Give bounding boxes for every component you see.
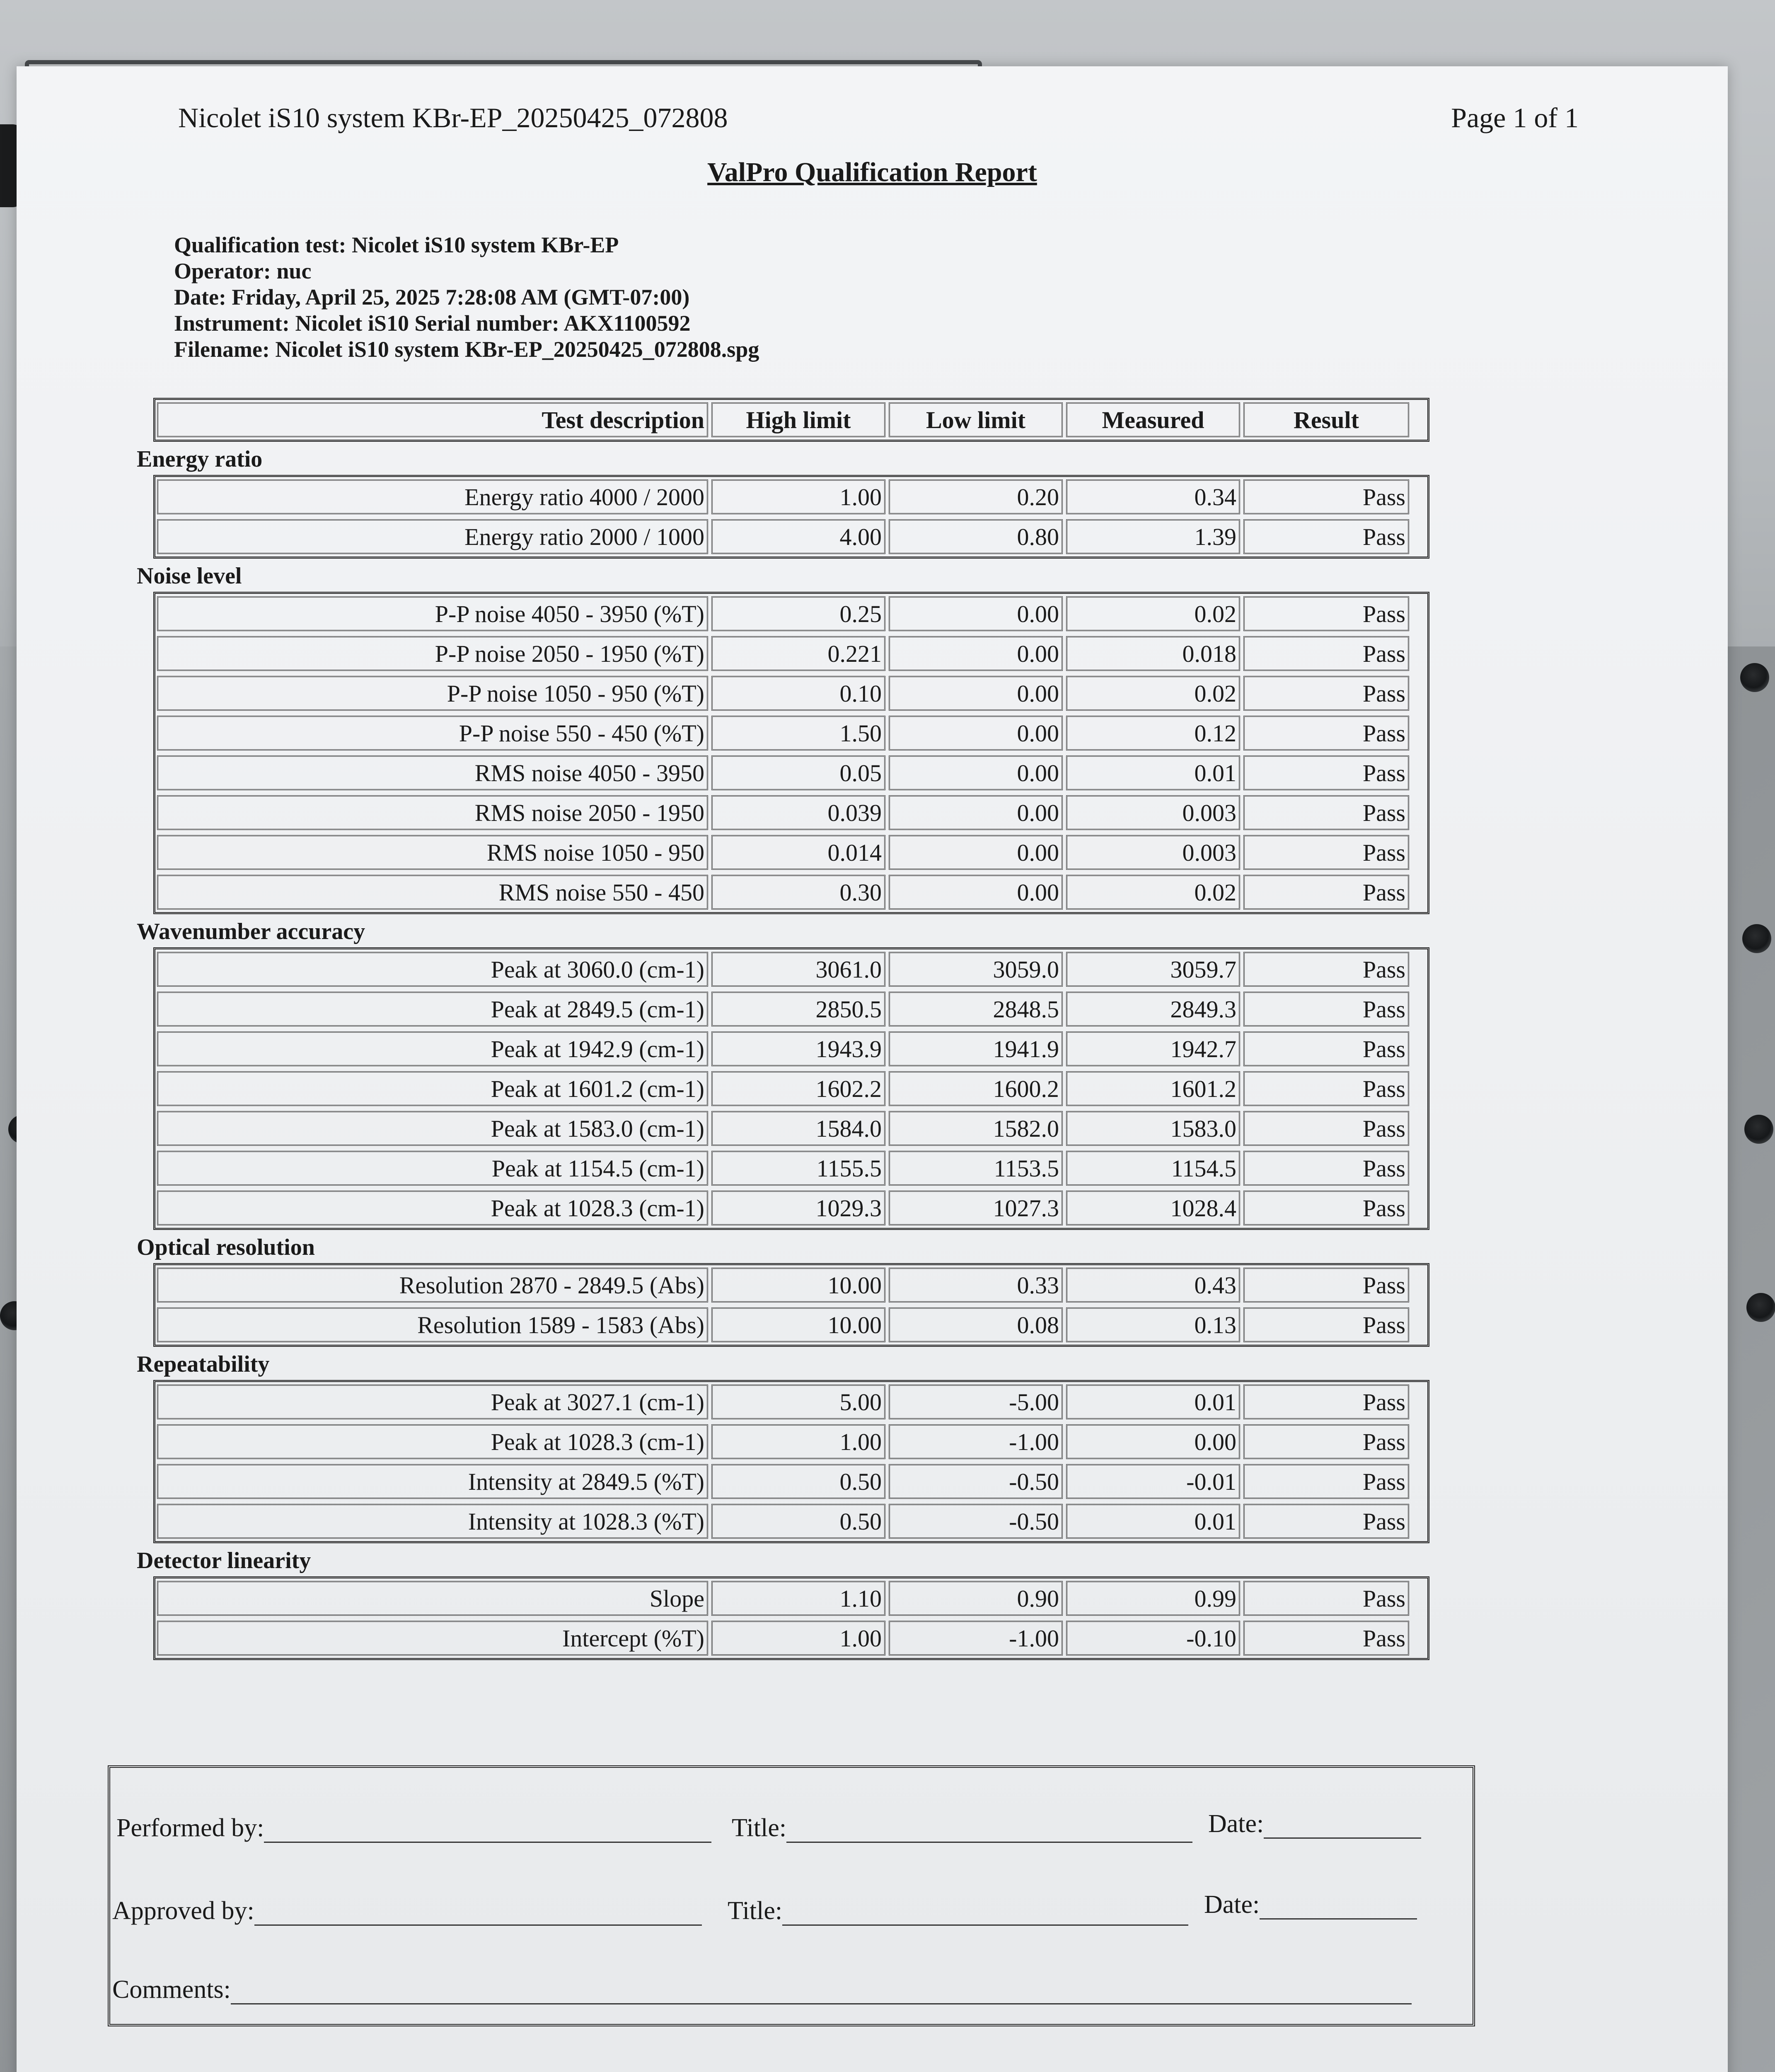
- cell-col-result: Pass: [1243, 1071, 1409, 1106]
- cell-col-description: Resolution 1589 - 1583 (Abs): [157, 1307, 708, 1342]
- table-row: [155, 673, 1427, 713]
- cell-col-high-limit: 1.10: [711, 1581, 885, 1616]
- table-row: [155, 753, 1427, 793]
- cell-col-description: P-P noise 1050 - 950 (%T): [157, 676, 708, 711]
- table-row: [155, 833, 1427, 872]
- section-label: Energy ratio: [137, 446, 263, 472]
- cell-col-description: Peak at 1942.9 (cm-1): [157, 1031, 708, 1066]
- cell-col-measured: -0.10: [1066, 1621, 1240, 1656]
- table-row: [155, 949, 1427, 989]
- cell-col-description: Energy ratio 2000 / 1000: [157, 519, 708, 554]
- cell-col-result: Pass: [1243, 835, 1409, 870]
- cell-col-result: Pass: [1243, 676, 1409, 711]
- cell-col-measured: 0.12: [1066, 716, 1240, 750]
- cell-col-description: Energy ratio 4000 / 2000: [157, 479, 708, 514]
- meta-filename: Filename: Nicolet iS10 system KBr-EP_20250425_072808.spg: [174, 337, 759, 362]
- cell-col-result: Pass: [1243, 716, 1409, 750]
- cell-col-result: Pass: [1243, 1307, 1409, 1342]
- cell-col-high-limit: 1.00: [711, 1621, 885, 1656]
- table-row: [155, 1188, 1427, 1228]
- cell-col-result: Pass: [1243, 1424, 1409, 1459]
- cell-col-high-limit: 1155.5: [711, 1151, 885, 1186]
- cell-col-measured: 0.018: [1066, 636, 1240, 671]
- cell-col-low-limit: 0.00: [889, 676, 1063, 711]
- cell-col-measured: 0.34: [1066, 479, 1240, 514]
- comments-label: Comments:: [112, 1975, 231, 2004]
- approved-by-label: Approved by:: [112, 1897, 254, 1925]
- cell-col-measured: 1.39: [1066, 519, 1240, 554]
- cell-col-low-limit: 3059.0: [889, 952, 1063, 987]
- cell-col-measured: 1583.0: [1066, 1111, 1240, 1146]
- cell-col-low-limit: -1.00: [889, 1424, 1063, 1459]
- table-row: [155, 793, 1427, 833]
- table-hole: [1740, 663, 1769, 692]
- header-col-description: Test description: [157, 402, 708, 437]
- cell-col-low-limit: 0.00: [889, 755, 1063, 790]
- approved-date-field: [1260, 1898, 1417, 1920]
- cell-col-result: Pass: [1243, 1191, 1409, 1225]
- cell-col-low-limit: -1.00: [889, 1621, 1063, 1656]
- table-row: [155, 713, 1427, 753]
- cell-col-low-limit: 0.33: [889, 1268, 1063, 1302]
- header-col-low-limit: Low limit: [889, 402, 1063, 437]
- cell-col-measured: 0.003: [1066, 835, 1240, 870]
- comments-field: [231, 1982, 1412, 2004]
- cell-col-measured: 0.01: [1066, 1504, 1240, 1539]
- performed-by-line: [116, 1813, 711, 1843]
- cell-col-high-limit: 10.00: [711, 1268, 885, 1302]
- report-title: ValPro Qualification Report: [707, 157, 1037, 187]
- comments-line: [112, 1975, 1412, 2004]
- section-label: Noise level: [137, 563, 242, 589]
- cell-col-result: Pass: [1243, 1581, 1409, 1616]
- section-table: [153, 947, 1429, 1230]
- table-row: [155, 517, 1427, 557]
- cell-col-low-limit: 0.00: [889, 716, 1063, 750]
- cell-col-result: Pass: [1243, 1621, 1409, 1656]
- section-label: Detector linearity: [137, 1548, 311, 1573]
- meta-instrument: Instrument: Nicolet iS10 Serial number: AKX1100592: [174, 311, 691, 336]
- section-table: [153, 1263, 1429, 1347]
- table-row: [155, 1501, 1427, 1541]
- cell-col-measured: 0.01: [1066, 755, 1240, 790]
- cell-col-low-limit: 0.00: [889, 596, 1063, 631]
- cell-col-result: Pass: [1243, 795, 1409, 830]
- cell-col-low-limit: 1600.2: [889, 1071, 1063, 1106]
- header-filename: Nicolet iS10 system KBr-EP_20250425_072808: [178, 102, 728, 133]
- cell-col-description: Peak at 2849.5 (cm-1): [157, 992, 708, 1026]
- header-col-measured: Measured: [1066, 402, 1240, 437]
- cell-col-low-limit: 1027.3: [889, 1191, 1063, 1225]
- cell-col-low-limit: 0.80: [889, 519, 1063, 554]
- cell-col-result: Pass: [1243, 992, 1409, 1026]
- cell-col-high-limit: 0.05: [711, 755, 885, 790]
- cell-col-high-limit: 1029.3: [711, 1191, 885, 1225]
- performed-by-label: Performed by:: [116, 1814, 264, 1842]
- cell-col-result: Pass: [1243, 1151, 1409, 1186]
- performed-title-line: [732, 1813, 1192, 1843]
- cell-col-high-limit: 5.00: [711, 1385, 885, 1419]
- cell-col-description: RMS noise 550 - 450: [157, 875, 708, 910]
- section-label: Optical resolution: [137, 1234, 315, 1260]
- cell-col-low-limit: 1582.0: [889, 1111, 1063, 1146]
- cell-col-result: Pass: [1243, 596, 1409, 631]
- approved-by-line: [112, 1896, 702, 1926]
- approved-by-field: [254, 1904, 702, 1926]
- table-hole: [1742, 924, 1771, 953]
- cell-col-description: P-P noise 2050 - 1950 (%T): [157, 636, 708, 671]
- page-number: Page 1 of 1: [1451, 102, 1579, 133]
- cell-col-high-limit: 0.25: [711, 596, 885, 631]
- cell-col-low-limit: -0.50: [889, 1504, 1063, 1539]
- cell-col-measured: 0.02: [1066, 875, 1240, 910]
- table-hole: [1746, 1293, 1775, 1322]
- table-row: [155, 1109, 1427, 1148]
- cell-col-measured: 1154.5: [1066, 1151, 1240, 1186]
- cell-col-high-limit: 4.00: [711, 519, 885, 554]
- table-row: [155, 1422, 1427, 1462]
- cell-col-description: RMS noise 1050 - 950: [157, 835, 708, 870]
- cell-col-measured: -0.01: [1066, 1464, 1240, 1499]
- table-row: [155, 594, 1427, 634]
- table-row: [155, 1069, 1427, 1109]
- cell-col-result: Pass: [1243, 1504, 1409, 1539]
- cell-col-high-limit: 0.014: [711, 835, 885, 870]
- approved-date-line: [1204, 1890, 1417, 1920]
- cell-col-description: Peak at 1028.3 (cm-1): [157, 1424, 708, 1459]
- section-label: Wavenumber accuracy: [137, 919, 365, 944]
- table-row: [155, 477, 1427, 517]
- cell-col-low-limit: 0.00: [889, 795, 1063, 830]
- column-header-table: [153, 398, 1429, 442]
- section-label: Repeatability: [137, 1351, 270, 1377]
- table-row: [155, 1578, 1427, 1618]
- cell-col-high-limit: 1943.9: [711, 1031, 885, 1066]
- cell-col-high-limit: 10.00: [711, 1307, 885, 1342]
- cell-col-high-limit: 0.50: [711, 1504, 885, 1539]
- cell-col-result: Pass: [1243, 479, 1409, 514]
- cell-col-result: Pass: [1243, 755, 1409, 790]
- table-row: [155, 1618, 1427, 1658]
- cell-col-description: P-P noise 4050 - 3950 (%T): [157, 596, 708, 631]
- cell-col-measured: 3059.7: [1066, 952, 1240, 987]
- cell-col-description: Peak at 1583.0 (cm-1): [157, 1111, 708, 1146]
- cell-col-result: Pass: [1243, 1268, 1409, 1302]
- cell-col-high-limit: 1.00: [711, 1424, 885, 1459]
- cell-col-low-limit: 2848.5: [889, 992, 1063, 1026]
- cell-col-description: P-P noise 550 - 450 (%T): [157, 716, 708, 750]
- cell-col-low-limit: 0.00: [889, 835, 1063, 870]
- cell-col-low-limit: 1941.9: [889, 1031, 1063, 1066]
- performed-date-label: Date:: [1208, 1810, 1264, 1838]
- section-table: [153, 592, 1429, 914]
- cell-col-measured: 0.003: [1066, 795, 1240, 830]
- cell-col-measured: 0.99: [1066, 1581, 1240, 1616]
- cell-col-high-limit: 0.221: [711, 636, 885, 671]
- cell-col-description: RMS noise 2050 - 1950: [157, 795, 708, 830]
- table-hole: [1744, 1115, 1773, 1144]
- performed-title-field: [786, 1821, 1192, 1843]
- cell-col-result: Pass: [1243, 636, 1409, 671]
- meta-date: Date: Friday, April 25, 2025 7:28:08 AM (GMT-07:00): [174, 285, 690, 310]
- cell-col-description: RMS noise 4050 - 3950: [157, 755, 708, 790]
- header-col-high-limit: High limit: [711, 402, 885, 437]
- header-col-result: Result: [1243, 402, 1409, 437]
- cell-col-result: Pass: [1243, 1111, 1409, 1146]
- signature-box: [108, 1765, 1475, 2026]
- cell-col-result: Pass: [1243, 519, 1409, 554]
- performed-by-field: [264, 1821, 711, 1843]
- table-header-row: [155, 400, 1427, 440]
- cell-col-low-limit: 0.00: [889, 636, 1063, 671]
- approved-date-label: Date:: [1204, 1890, 1260, 1919]
- cell-col-high-limit: 0.039: [711, 795, 885, 830]
- cell-col-high-limit: 1.00: [711, 479, 885, 514]
- cell-col-measured: 1942.7: [1066, 1031, 1240, 1066]
- table-row: [155, 1462, 1427, 1501]
- cell-col-high-limit: 0.10: [711, 676, 885, 711]
- cell-col-measured: 0.02: [1066, 596, 1240, 631]
- table-row: [155, 872, 1427, 912]
- cell-col-measured: 0.43: [1066, 1268, 1240, 1302]
- cell-col-description: Intensity at 2849.5 (%T): [157, 1464, 708, 1499]
- cell-col-high-limit: 2850.5: [711, 992, 885, 1026]
- cell-col-description: Peak at 1601.2 (cm-1): [157, 1071, 708, 1106]
- cell-col-high-limit: 0.50: [711, 1464, 885, 1499]
- approved-title-label: Title:: [728, 1897, 783, 1925]
- cell-col-low-limit: -5.00: [889, 1385, 1063, 1419]
- table-row: [155, 1265, 1427, 1305]
- section-table: [153, 1380, 1429, 1543]
- cell-col-measured: 2849.3: [1066, 992, 1240, 1026]
- cell-col-low-limit: -0.50: [889, 1464, 1063, 1499]
- cell-col-measured: 0.00: [1066, 1424, 1240, 1459]
- meta-qualification-test: Qualification test: Nicolet iS10 system KBr-EP: [174, 232, 619, 257]
- report-paper: [17, 66, 1728, 2072]
- table-row: [155, 1029, 1427, 1069]
- performed-title-label: Title:: [732, 1814, 787, 1842]
- cell-col-description: Peak at 3027.1 (cm-1): [157, 1385, 708, 1419]
- cell-col-result: Pass: [1243, 952, 1409, 987]
- section-table: [153, 475, 1429, 559]
- cell-col-high-limit: 1602.2: [711, 1071, 885, 1106]
- cell-col-measured: 0.01: [1066, 1385, 1240, 1419]
- approved-title-field: [782, 1904, 1188, 1926]
- cell-col-measured: 0.02: [1066, 676, 1240, 711]
- table-row: [155, 1305, 1427, 1345]
- cell-col-high-limit: 1.50: [711, 716, 885, 750]
- table-row: [155, 1148, 1427, 1188]
- cell-col-measured: 1601.2: [1066, 1071, 1240, 1106]
- performed-date-field: [1264, 1817, 1421, 1839]
- cell-col-high-limit: 3061.0: [711, 952, 885, 987]
- table-row: [155, 989, 1427, 1029]
- cell-col-description: Peak at 3060.0 (cm-1): [157, 952, 708, 987]
- table-row: [155, 634, 1427, 673]
- cell-col-result: Pass: [1243, 1464, 1409, 1499]
- cell-col-result: Pass: [1243, 1031, 1409, 1066]
- cell-col-low-limit: 0.00: [889, 875, 1063, 910]
- cell-col-low-limit: 0.20: [889, 479, 1063, 514]
- cell-col-result: Pass: [1243, 1385, 1409, 1419]
- cell-col-low-limit: 0.90: [889, 1581, 1063, 1616]
- cell-col-high-limit: 1584.0: [711, 1111, 885, 1146]
- cell-col-description: Peak at 1028.3 (cm-1): [157, 1191, 708, 1225]
- cell-col-result: Pass: [1243, 875, 1409, 910]
- cell-col-description: Resolution 2870 - 2849.5 (Abs): [157, 1268, 708, 1302]
- cell-col-description: Slope: [157, 1581, 708, 1616]
- cell-col-measured: 0.13: [1066, 1307, 1240, 1342]
- cell-col-description: Intercept (%T): [157, 1621, 708, 1656]
- cell-col-low-limit: 0.08: [889, 1307, 1063, 1342]
- cell-col-high-limit: 0.30: [711, 875, 885, 910]
- cell-col-description: Intensity at 1028.3 (%T): [157, 1504, 708, 1539]
- cell-col-low-limit: 1153.5: [889, 1151, 1063, 1186]
- section-table: [153, 1576, 1429, 1660]
- cell-col-description: Peak at 1154.5 (cm-1): [157, 1151, 708, 1186]
- cell-col-measured: 1028.4: [1066, 1191, 1240, 1225]
- meta-operator: Operator: nuc: [174, 259, 312, 283]
- approved-title-line: [728, 1896, 1188, 1926]
- table-row: [155, 1382, 1427, 1422]
- performed-date-line: [1208, 1809, 1421, 1839]
